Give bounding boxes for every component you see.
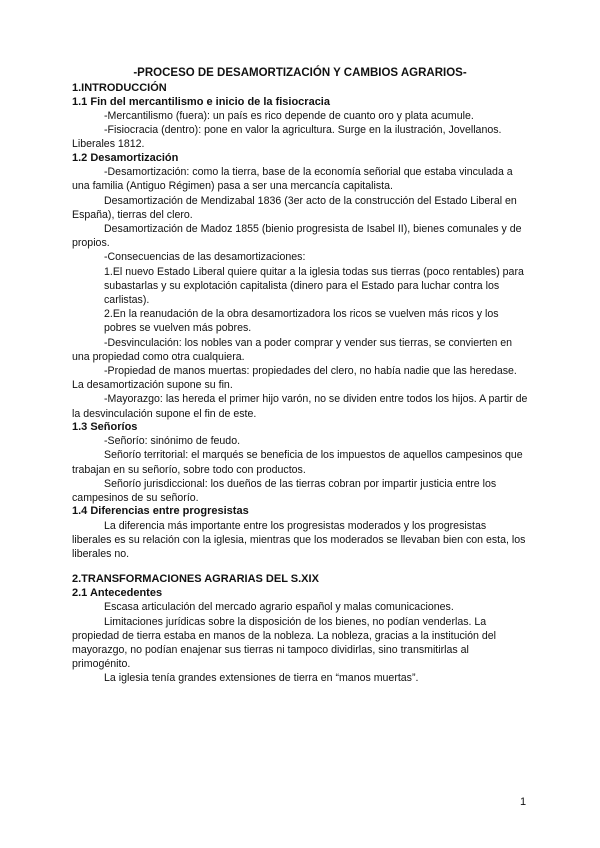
paragraph: -Propiedad de manos muertas: propiedades del clero, no había nadie que las heredase. La desamortización supone su fin. [72, 364, 517, 392]
paragraph: -Mayorazgo: las hereda el primer hijo varón, no se dividen entre todos los hijos. A partir de la desvinculación supone el fin de este. [72, 393, 528, 420]
paragraph: -Desamortización: como la tierra, base de la economía señorial que estaba vinculada a una familia (Antiguo Régimen) pasa a ser una mercancía capitalista. [72, 166, 513, 193]
paragraph: La diferencia más importante entre los progresistas moderados y los progresistas liberales es su relación con la iglesia, mientras que los moderados se llevaban bien con esta, los liberales no. [72, 519, 526, 561]
paragraph: Escasa articulación del mercado agrario español y malas comunicaciones. [104, 601, 454, 614]
subsection-heading-1-2: 1.2 Desamortización [72, 151, 179, 164]
section-heading-1: 1.INTRODUCCIÓN [72, 82, 167, 94]
paragraph: -Desvinculación: los nobles van a poder comprar y vender sus tierras, se convierten en una propiedad como otra cualquiera. [72, 336, 513, 363]
section-spacer [72, 561, 528, 573]
paragraph: Desamortización de Madoz 1855 (bienio progresista de Isabel II), bienes comunales y de propios. [72, 222, 522, 250]
list-item: 2.En la reanudación de la obra desamortizadora los ricos se vuelven más ricos y los pobres se vuelven más pobres. [104, 308, 499, 335]
document-title: -PROCESO DE DESAMORTIZACIÓN Y CAMBIOS AGRARIOS- [133, 67, 467, 79]
subsection-heading-2-1: 2.1 Antecedentes [72, 586, 163, 599]
subsection-heading-1-3: 1.3 Señoríos [72, 420, 138, 433]
section-heading-2: 2.TRANSFORMACIONES AGRARIAS DEL S.XIX [72, 573, 319, 586]
paragraph: Señorío territorial: el marqués se beneficia de los impuestos de aquellos campesinos que trabajan en su señorío, sobre todo con productos. [72, 449, 523, 476]
paragraph: Señorío jurisdiccional: los dueños de las tierras cobran por impartir justicia entre los campesinos de su señorío. [72, 477, 497, 505]
paragraph: -Fisiocracia (dentro): pone en valor la agricultura. Surge en la ilustración, Jovellanos. Liberales 1812. [72, 124, 502, 151]
subsection-heading-1-4: 1.4 Diferencias entre progresistas [72, 505, 249, 518]
paragraph: -Consecuencias de las desamortizaciones: [104, 251, 306, 264]
paragraph: La iglesia tenía grandes extensiones de tierra en “manos muertas”. [104, 672, 419, 685]
list-item: 1.El nuevo Estado Liberal quiere quitar a la iglesia todas sus tierras (poco rentables) para subastarlas y su explotación capitalista (dinero para el Estado para luchar contra los carlistas). [104, 265, 524, 306]
paragraph: -Mercantilismo (fuera): un país es rico depende de cuanto oro y plata acumule. [104, 110, 474, 122]
subsection-heading-1-1: 1.1 Fin del mercantilismo e inicio de la fisiocracia [72, 95, 330, 108]
paragraph: -Señorío: sinónimo de feudo. [104, 435, 241, 448]
paragraph: Limitaciones jurídicas sobre la disposición de los bienes, no podían venderlas. La propiedad de tierra estaba en manos de la nobleza. La nobleza, gracias a la institución del mayorazgo, no podían enajenar sus tierras ni tampoco dividirlas, sino transmitirlas al primogénito. [72, 615, 497, 671]
document-page [72, 66, 528, 686]
page-number: 1 [520, 796, 527, 808]
paragraph: Desamortización de Mendizabal 1836 (3er acto de la construcción del Estado Liberal en España), tierras del clero. [72, 194, 517, 221]
